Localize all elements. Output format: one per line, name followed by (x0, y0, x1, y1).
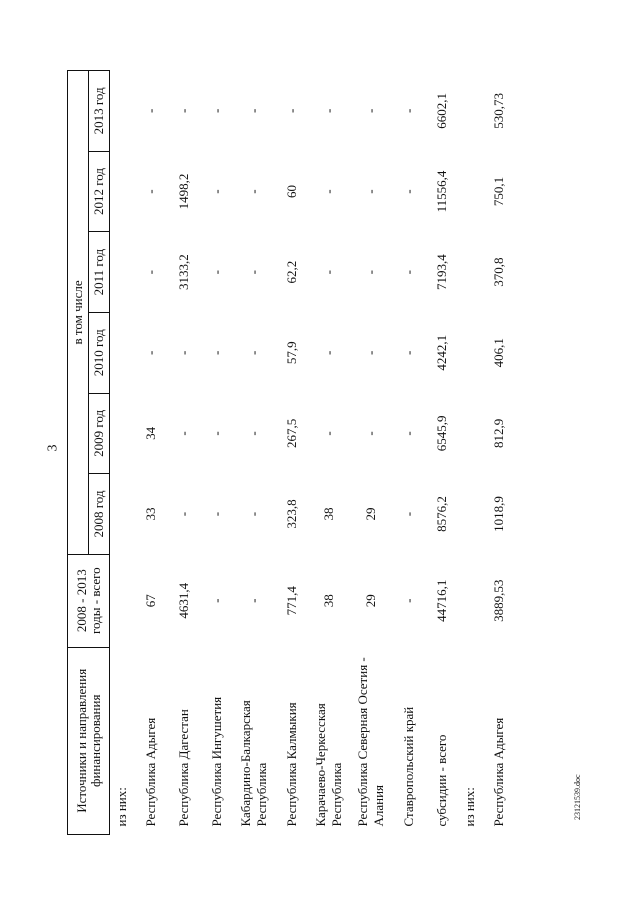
table-body (110, 71, 516, 835)
row-label: Республика Адыгея (490, 717, 506, 827)
header-year: 2009 год (89, 393, 110, 474)
row-year-value: 29 (363, 507, 378, 521)
row-year-value: - (142, 269, 158, 275)
row-year-value: 11556,4 (433, 170, 449, 213)
row-year-value: - (321, 431, 336, 436)
table-row (275, 71, 308, 835)
row-year-value (110, 232, 135, 313)
row-year-value: - (208, 269, 224, 275)
row-year-value: 4242,1 (433, 334, 449, 371)
footer-file-name: 23121539.doc (573, 774, 582, 820)
row-year-value: - (175, 431, 191, 436)
row-year-value: 6602,1 (433, 92, 449, 129)
row-year-value: - (175, 350, 191, 355)
row-label: из них: (462, 787, 477, 827)
row-year-value (458, 474, 482, 555)
row-total-value: 3889,53 (490, 579, 506, 622)
table-row (458, 71, 482, 835)
row-year-value: 33 (142, 507, 158, 521)
table-row (134, 71, 167, 835)
row-total-value: 44716,1 (433, 579, 449, 622)
row-year-value: - (246, 431, 261, 436)
row-total-value: - (208, 598, 224, 603)
header-year: 2013 год (89, 71, 110, 152)
row-label: Республика Северная Осетия - Алания (355, 657, 386, 827)
row-year-value: - (400, 108, 416, 114)
row-year-value: - (246, 350, 261, 355)
row-year-value (458, 393, 482, 474)
row-total-value: 4631,4 (175, 582, 191, 619)
row-year-value (110, 393, 135, 474)
row-total-value: 771,4 (283, 586, 299, 616)
row-year-value: 1498,2 (175, 173, 191, 210)
row-label: Республика Дагестан (175, 709, 191, 827)
financing-table (67, 70, 515, 835)
row-year-value (110, 474, 135, 555)
row-year-value: - (246, 511, 261, 517)
row-year-value: - (400, 269, 416, 275)
row-year-value: - (246, 269, 261, 275)
row-year-value: 8576,2 (433, 496, 449, 532)
row-year-value: - (142, 108, 158, 114)
rotated-table-container (67, 70, 540, 835)
row-year-value: 3133,2 (175, 254, 191, 291)
row-year-value: 34 (142, 426, 158, 440)
row-year-value: - (321, 108, 336, 114)
row-year-value (110, 312, 135, 393)
row-total-value (458, 554, 482, 647)
header-year: 2008 год (89, 474, 110, 555)
row-label: Республика Адыгея (142, 717, 158, 827)
row-total-value: 38 (321, 594, 336, 608)
row-year-value: 406,1 (490, 338, 506, 368)
header-year: 2011 год (89, 232, 110, 313)
row-year-value (458, 151, 482, 232)
row-label: Карачаево-Черкесская Республика (313, 703, 344, 827)
table-row (167, 71, 200, 835)
table-row (350, 71, 392, 835)
row-year-value (458, 71, 482, 152)
row-year-value: 6545,9 (433, 415, 449, 452)
row-year-value (110, 71, 135, 152)
row-year-value: - (363, 350, 378, 355)
row-year-value (458, 312, 482, 393)
row-label: из них: (114, 787, 129, 827)
row-year-value: - (208, 189, 224, 194)
row-label: Кабардино-Балкарская Республика (238, 700, 269, 827)
table-header (68, 71, 110, 835)
row-year-value: - (175, 511, 191, 517)
row-total-value (110, 554, 135, 647)
row-label: субсидии - всего (433, 734, 449, 827)
header-year: 2010 год (89, 312, 110, 393)
row-year-value: - (246, 108, 261, 114)
row-year-value: - (246, 189, 261, 194)
table-row (110, 71, 135, 835)
table-row (308, 71, 350, 835)
row-year-value: - (142, 189, 158, 194)
row-label: Ставропольский край (400, 706, 416, 827)
row-total-value: - (400, 598, 416, 603)
row-year-value: - (208, 431, 224, 436)
table-row (482, 71, 515, 835)
row-total-value: - (246, 598, 261, 603)
row-year-value: - (175, 108, 191, 114)
row-year-value: 38 (321, 507, 336, 521)
page-number: 3 (45, 444, 61, 452)
row-year-value: 1018,9 (490, 496, 506, 532)
header-total-column: 2008 - 2013 годы - всего (68, 554, 110, 647)
row-year-value (458, 232, 482, 313)
row-year-value: 57,9 (283, 341, 299, 365)
row-year-value: - (363, 269, 378, 275)
row-year-value: 7193,4 (433, 254, 449, 291)
row-year-value: 370,8 (490, 257, 506, 287)
row-year-value: - (400, 511, 416, 517)
row-year-value: - (400, 350, 416, 355)
table-row (233, 71, 275, 835)
row-year-value: - (208, 108, 224, 114)
table-row (200, 71, 233, 835)
row-year-value: - (363, 431, 378, 436)
header-source-column: Источники и направления финансирования (68, 647, 110, 834)
row-year-value: - (321, 189, 336, 194)
row-year-value: - (400, 189, 416, 194)
row-year-value: - (363, 189, 378, 194)
row-year-value: - (142, 350, 158, 355)
row-year-value: - (283, 108, 299, 114)
row-year-value: 60 (283, 185, 299, 199)
row-year-value: - (321, 350, 336, 355)
row-year-value: 267,5 (283, 418, 299, 449)
row-year-value: - (208, 511, 224, 517)
row-label: Республика Калмыкия (283, 702, 299, 827)
row-year-value: 750,1 (490, 176, 506, 207)
row-year-value: - (321, 269, 336, 275)
table-row (425, 71, 458, 835)
row-year-value: - (208, 350, 224, 355)
row-year-value: 812,9 (490, 418, 506, 449)
row-year-value: - (400, 431, 416, 436)
header-year: 2012 год (89, 151, 110, 232)
row-total-value: 67 (142, 594, 158, 608)
row-year-value: 530,73 (490, 92, 506, 129)
header-group-label: в том числе (68, 71, 89, 555)
row-year-value: 62,2 (283, 260, 299, 284)
row-total-value: 29 (363, 594, 378, 608)
row-year-value: 323,8 (283, 499, 299, 529)
row-label: Республика Ингушетия (208, 696, 224, 827)
table-row (392, 71, 425, 835)
row-year-value (110, 151, 135, 232)
row-year-value: - (363, 108, 378, 114)
